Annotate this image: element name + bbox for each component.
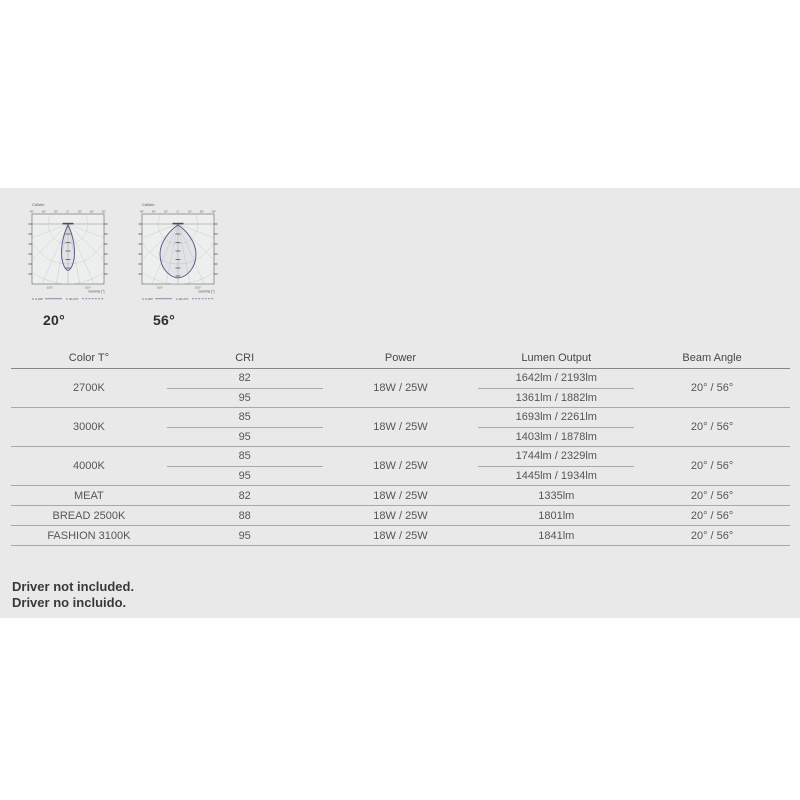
table-row-fashion xyxy=(11,526,790,546)
power-cell: 18W / 25W xyxy=(373,529,428,542)
driver-note-en: Driver not included. xyxy=(12,579,135,594)
beam-angle-cell: 20° / 56° xyxy=(690,382,734,394)
lumen-cell: 1801lm xyxy=(538,509,575,522)
driver-note xyxy=(12,579,134,611)
beam-angle-cell: 20° / 56° xyxy=(690,529,734,542)
column-header-power: Power xyxy=(384,351,417,364)
beam-angle-cell: 20° / 56° xyxy=(690,509,734,522)
power-cell: 18W / 25W xyxy=(373,460,428,472)
photometric-diagram-wide xyxy=(122,198,222,328)
bottom-angle-label: 105° xyxy=(84,285,92,290)
cri-cell: 82 95 xyxy=(167,369,323,407)
power-cell: 18W / 25W xyxy=(373,509,428,522)
plane-legend xyxy=(32,297,104,301)
color-temp-cell: MEAT xyxy=(74,489,104,502)
cri-cell: 85 95 xyxy=(167,408,323,446)
photometric-chart-wide xyxy=(122,198,222,302)
driver-note-es: Driver no incluido. xyxy=(12,595,127,610)
beam-angle-cell: 20° / 56° xyxy=(690,421,734,433)
table-row-bread xyxy=(11,506,790,526)
color-temp-cell: BREAD 2500K xyxy=(52,509,126,522)
svg-text:90°: 90° xyxy=(211,209,217,214)
svg-text:60°: 60° xyxy=(151,209,157,214)
unit-label: Cd/klm xyxy=(32,202,45,207)
svg-text:30°: 30° xyxy=(187,209,193,214)
bottom-angle-label: 105° xyxy=(46,285,54,290)
column-header-cri: CRI xyxy=(235,351,255,364)
lumen-cell: 1642lm / 2193lm 1361lm / 1882lm xyxy=(478,369,634,407)
lumen-cell: 1841lm xyxy=(538,529,575,542)
svg-text:C 0-180: C 0-180 xyxy=(142,297,153,301)
svg-text:0°: 0° xyxy=(66,209,70,214)
top-angle-labels xyxy=(30,210,107,214)
svg-text:60°: 60° xyxy=(41,209,47,214)
gamma-axis-label: Gamma [°] xyxy=(88,289,105,294)
svg-text:30°: 30° xyxy=(163,209,169,214)
svg-text:60°: 60° xyxy=(199,209,205,214)
power-cell: 18W / 25W xyxy=(373,489,428,502)
lumen-cell: 1744lm / 2329lm 1445lm / 1934lm xyxy=(478,447,634,485)
power-cell: 18W / 25W xyxy=(373,382,428,394)
svg-text:60°: 60° xyxy=(89,209,95,214)
table-row-3000k xyxy=(11,408,790,447)
gamma-axis-label: Gamma [°] xyxy=(198,289,215,294)
svg-text:30°: 30° xyxy=(77,209,83,214)
column-header-color-temp: Color T° xyxy=(68,351,110,364)
column-header-lumen-output: Lumen Output xyxy=(521,351,592,364)
beam-angle-cell: 20° / 56° xyxy=(690,460,734,472)
color-temp-cell: 3000K xyxy=(72,421,105,433)
power-cell: 18W / 25W xyxy=(373,421,428,433)
luminaire-icon xyxy=(63,223,74,225)
color-temp-cell: FASHION 3100K xyxy=(47,529,131,542)
table-row-4000k xyxy=(11,447,790,486)
beam-angle-cell: 20° / 56° xyxy=(690,489,734,502)
table-header-row xyxy=(11,347,790,369)
column-header-beam-angle: Beam Angle xyxy=(682,351,742,364)
table-row-2700k xyxy=(11,369,790,408)
color-temp-cell: 4000K xyxy=(72,460,105,472)
table-row-meat xyxy=(11,486,790,506)
svg-text:C 90-270: C 90-270 xyxy=(176,297,189,301)
cri-cell: 82 xyxy=(238,489,251,502)
svg-text:C 90-270: C 90-270 xyxy=(66,297,79,301)
cri-cell: 88 xyxy=(238,509,251,522)
svg-text:90°: 90° xyxy=(139,209,145,214)
spec-section xyxy=(0,188,800,618)
unit-label: Cd/klm xyxy=(142,202,155,207)
color-temp-cell: 2700K xyxy=(72,382,105,394)
luminaire-icon xyxy=(173,223,184,225)
beam-angle-label-wide: 56° xyxy=(152,312,176,328)
svg-text:0°: 0° xyxy=(176,209,180,214)
photometric-diagram-narrow xyxy=(12,198,112,328)
top-angle-labels xyxy=(140,210,217,214)
bottom-angle-label: 105° xyxy=(156,285,164,290)
svg-text:90°: 90° xyxy=(101,209,107,214)
photometric-chart-narrow xyxy=(12,198,112,302)
plane-legend xyxy=(142,297,214,301)
lumen-cell: 1335lm xyxy=(538,489,575,502)
svg-text:C 0-180: C 0-180 xyxy=(32,297,43,301)
svg-text:30°: 30° xyxy=(53,209,59,214)
beam-angle-label-narrow: 20° xyxy=(42,312,66,328)
spec-table xyxy=(11,347,790,546)
cri-cell: 85 95 xyxy=(167,447,323,485)
svg-text:90°: 90° xyxy=(29,209,35,214)
lumen-cell: 1693lm / 2261lm 1403lm / 1878lm xyxy=(478,408,634,446)
cri-cell: 95 xyxy=(238,529,251,542)
bottom-angle-label: 105° xyxy=(194,285,202,290)
